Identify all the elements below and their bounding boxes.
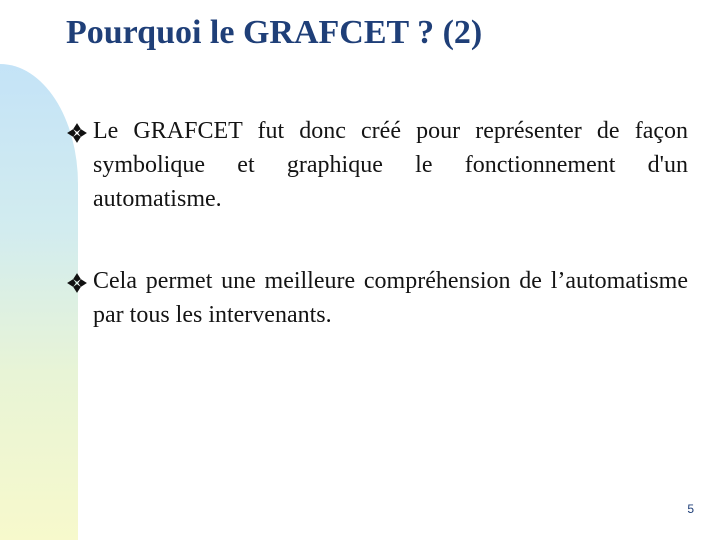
bullet-text: Cela permet une meilleure compréhension de l’automatisme par tous les intervenants. — [93, 268, 688, 328]
bullet-item — [66, 114, 688, 216]
bullet-list — [66, 114, 688, 332]
bullet-text: Le GRAFCET fut donc créé pour représenter de façon symbolique et graphique le fonctionnement d'un automatisme. — [93, 118, 688, 212]
diamond-bullet-icon — [66, 122, 88, 144]
bullet-item — [66, 264, 688, 332]
slide-title: Pourquoi le GRAFCET ? (2) — [66, 14, 483, 51]
page-number: 5 — [687, 502, 694, 516]
diamond-bullet-icon — [66, 272, 88, 294]
